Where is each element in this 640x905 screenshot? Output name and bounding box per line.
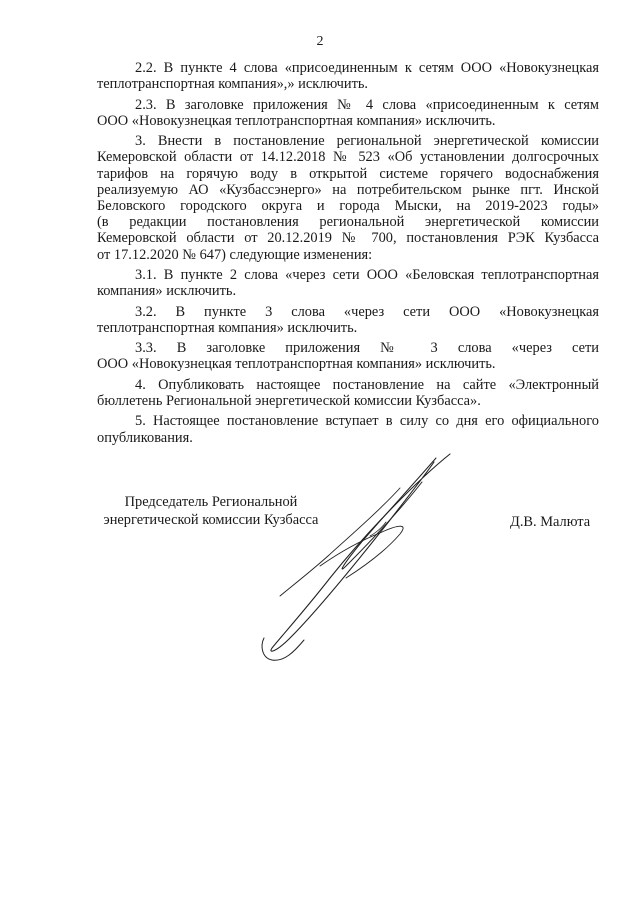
signature-stroke bbox=[262, 638, 304, 660]
text-line: тарифов на горячую воду в открытой системе горячего водоснабжения bbox=[97, 165, 599, 182]
text-line: (в редакции постановления региональной энергетической комиссии bbox=[97, 214, 599, 231]
text-line: реализуемую АО «Кузбассэнерго» на потребительском рынке пгт. Инской bbox=[97, 181, 599, 198]
signatory-name: Д.В. Малюта bbox=[510, 514, 591, 530]
text-line: ООО «Новокузнецкая теплотранспортная компания» исключить. bbox=[97, 112, 496, 129]
signature-stroke bbox=[342, 458, 436, 569]
text-line: Кемеровской области от 20.12.2019 № 700, постановления РЭК Кузбасса bbox=[97, 230, 599, 247]
text-line: 3.2. В пункте 3 слова «через сети ООО «Новокузнецкая bbox=[135, 303, 599, 320]
paragraph-2-2 bbox=[97, 60, 599, 92]
page-number: 2 bbox=[316, 34, 324, 49]
text-line: 3.3. В заголовке приложения № 3 слова «через сети bbox=[135, 340, 599, 357]
paragraph-3-2 bbox=[97, 304, 599, 336]
text-line: Беловского городского округа и города Мыски, на 2019-2023 годы» bbox=[97, 198, 599, 214]
signatory-position-line: энергетической комиссии Кузбасса bbox=[103, 512, 319, 528]
text-line: от 17.12.2020 № 647) следующие изменения: bbox=[97, 246, 373, 263]
text-line: 4. Опубликовать настоящее постановление на сайте «Электронный bbox=[135, 376, 599, 393]
text-line: теплотранспортная компания»,» исключить. bbox=[97, 76, 369, 93]
paragraph-3-1 bbox=[97, 267, 599, 299]
signature-stroke bbox=[271, 454, 450, 651]
text-line: 2.2. В пункте 4 слова «присоединенным к сетям ООО «Новокузнецкая bbox=[135, 60, 599, 76]
signature-stroke bbox=[280, 488, 400, 596]
text-line: компания» исключить. bbox=[97, 283, 237, 300]
text-line: бюллетень Региональной энергетической комиссии Кузбасса». bbox=[97, 392, 481, 409]
paragraph-2-3 bbox=[97, 97, 599, 129]
text-line: ООО «Новокузнецкая теплотранспортная компания» исключить. bbox=[97, 356, 496, 373]
text-line: Кемеровской области от 14.12.2018 № 523 «Об установлении долгосрочных bbox=[97, 149, 599, 166]
handwritten-signature bbox=[250, 448, 480, 663]
text-line: 2.3. В заголовке приложения № 4 слова «присоединенным к сетям bbox=[135, 96, 599, 113]
text-line: опубликования. bbox=[97, 429, 193, 446]
paragraph-4 bbox=[97, 377, 599, 409]
document-body bbox=[97, 60, 599, 450]
paragraph-3-3 bbox=[97, 340, 599, 372]
text-line: 3. Внести в постановление региональной энергетической комиссии bbox=[135, 133, 599, 150]
text-line: 5. Настоящее постановление вступает в силу со дня его официального bbox=[135, 413, 599, 430]
paragraph-3 bbox=[97, 133, 599, 263]
text-line: 3.1. В пункте 2 слова «через сети ООО «Беловская теплотранспортная bbox=[135, 267, 599, 283]
text-line: теплотранспортная компания» исключить. bbox=[97, 319, 358, 336]
paragraph-5 bbox=[97, 413, 599, 445]
signatory-position-line: Председатель Региональной bbox=[124, 494, 298, 510]
